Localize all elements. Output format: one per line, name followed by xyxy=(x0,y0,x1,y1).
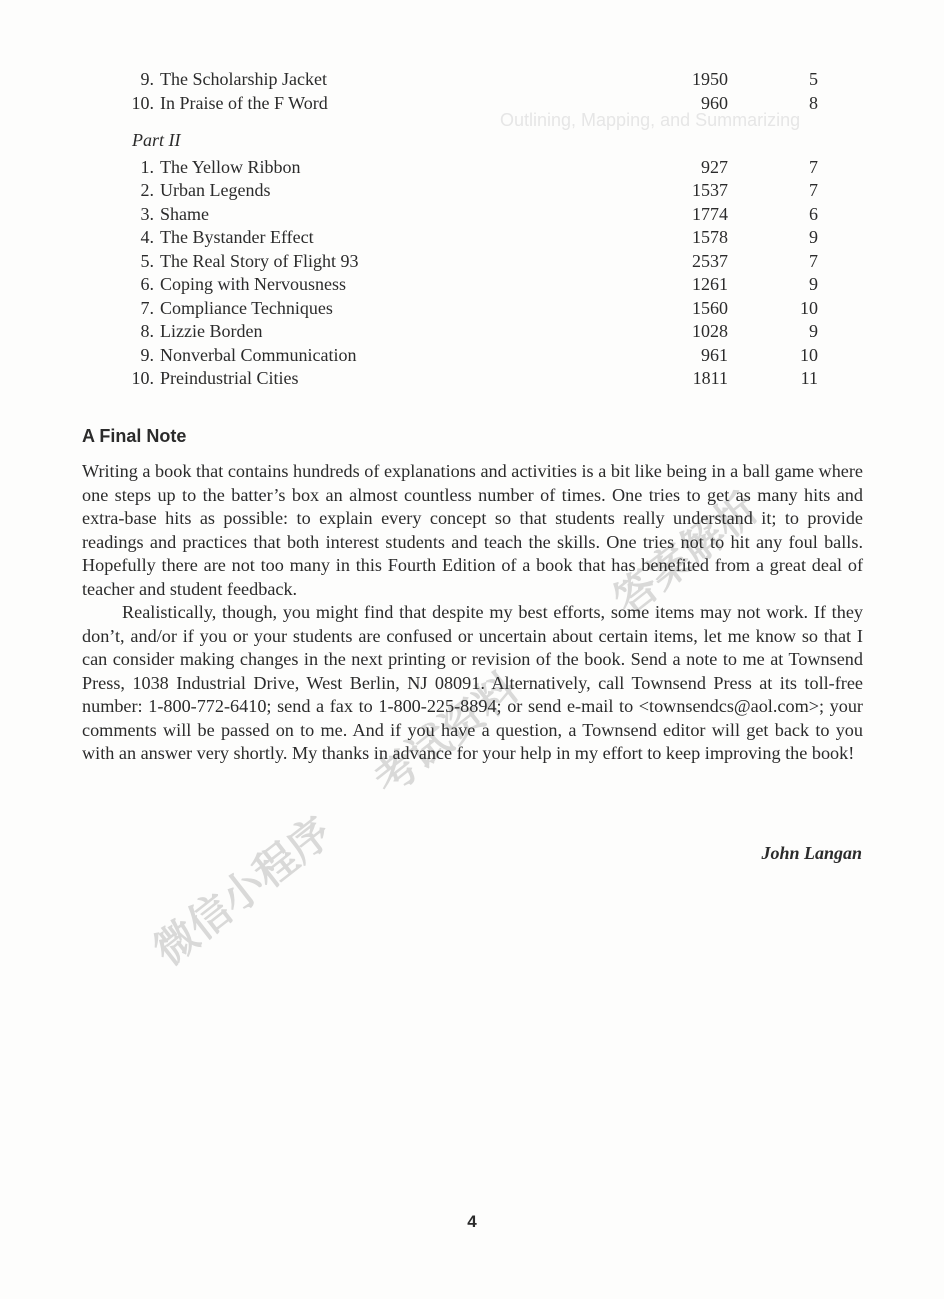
part2-list xyxy=(128,156,828,391)
word-count: 1774 xyxy=(692,203,728,224)
word-count: 1261 xyxy=(692,274,728,294)
paragraph: Writing a book that contains hundreds of explanations and activities is a bit like being in a ball game where one steps up to the batter’s box an almost countless number of times. One tries to get as many hits and extra-base hits as possible: to explain every concept so that students really understand it; to provide readings and practices that both interest students and teach the skills. One tries not to hit any foul balls. Hopefully there are not too many in this Fourth Edition of a book that has benefited from a great deal of teacher and student feedback. xyxy=(82,461,863,599)
table-row xyxy=(128,250,828,274)
reading-title: Compliance Techniques xyxy=(160,297,333,318)
reading-title: The Yellow Ribbon xyxy=(160,156,301,177)
word-count: 1028 xyxy=(692,321,728,341)
table-row xyxy=(128,297,828,321)
reading-title: Shame xyxy=(160,203,209,224)
word-count: 1950 xyxy=(692,69,728,89)
watermark-text-3: 答案解析 xyxy=(604,482,768,625)
reading-level: 7 xyxy=(809,156,818,177)
reading-title: In Praise of the F Word xyxy=(160,92,328,113)
reading-number: 8. xyxy=(140,321,154,341)
table-row xyxy=(128,344,828,368)
reading-level: 7 xyxy=(809,180,818,200)
word-count: 2537 xyxy=(692,250,728,271)
word-count: 1811 xyxy=(692,368,728,388)
word-count: 1578 xyxy=(692,227,728,247)
reading-title: Preindustrial Cities xyxy=(160,368,299,388)
table-row xyxy=(128,273,828,297)
table-row xyxy=(128,156,828,180)
reading-number: 4. xyxy=(140,227,154,247)
watermark-text-2: 考试资料 xyxy=(364,662,528,805)
reading-title: The Real Story of Flight 93 xyxy=(160,250,359,271)
reading-level: 8 xyxy=(809,92,818,113)
reading-level: 5 xyxy=(809,69,818,89)
reading-number: 9. xyxy=(140,344,154,365)
reading-number: 2. xyxy=(140,180,154,200)
table-row xyxy=(128,203,828,227)
section-heading: A Final Note xyxy=(82,426,187,446)
word-count: 961 xyxy=(701,344,728,365)
reading-number: 9. xyxy=(140,69,154,89)
reading-number: 10. xyxy=(131,368,154,388)
watermark-text-1: 微信小程序 xyxy=(144,807,341,975)
reading-level: 6 xyxy=(809,203,818,224)
reading-title: Urban Legends xyxy=(160,180,271,200)
reading-number: 10. xyxy=(131,92,154,113)
reading-level: 9 xyxy=(809,321,818,341)
table-row xyxy=(128,367,828,391)
table-row xyxy=(128,226,828,250)
reading-number: 7. xyxy=(140,297,154,318)
reading-title: Coping with Nervousness xyxy=(160,274,346,294)
bleed-through-header: Outlining, Mapping, and Summarizing xyxy=(500,110,801,130)
reading-level: 9 xyxy=(809,227,818,247)
reading-level: 11 xyxy=(800,368,818,388)
table-row xyxy=(128,320,828,344)
author-signature: John Langan xyxy=(761,843,862,863)
part1-list xyxy=(128,68,828,115)
reading-title: The Scholarship Jacket xyxy=(160,69,327,89)
part-heading: Part II xyxy=(132,130,181,150)
paragraph: Realistically, though, you might find that despite my best efforts, some items may not work. If they don’t, and/or if you or your students are confused or uncertain about certain items, let me know so that I can consider making changes in the next printing or revision of the book. Send a note to me at Townsend Press, 1038 Industrial Drive, West Berlin, NJ 08091. Alternatively, call Townsend Press at its toll-free number: 1-800-772-6410; send a fax to 1-800-225-8894; or send e-mail to <townsendcs@aol.com>; your comments will be passed on to me. And if you have a question, a Townsend editor will get back to you with an answer very shortly. My thanks in advance for your help in my effort to keep improving the book! xyxy=(82,602,863,763)
reading-number: 6. xyxy=(140,274,154,294)
reading-number: 3. xyxy=(140,203,154,224)
reading-level: 10 xyxy=(800,344,818,365)
table-row xyxy=(128,68,828,92)
final-note-body xyxy=(82,460,863,766)
reading-number: 1. xyxy=(140,156,154,177)
reading-level: 10 xyxy=(800,297,818,318)
word-count: 927 xyxy=(701,156,728,177)
reading-level: 7 xyxy=(809,250,818,271)
reading-title: Lizzie Borden xyxy=(160,321,263,341)
page-number: 4 xyxy=(467,1212,477,1231)
word-count: 1537 xyxy=(692,180,728,200)
table-row xyxy=(128,179,828,203)
word-count: 1560 xyxy=(692,297,728,318)
reading-title: Nonverbal Communication xyxy=(160,344,357,365)
table-row xyxy=(128,92,828,116)
readings-table xyxy=(128,68,828,391)
reading-number: 5. xyxy=(140,250,154,271)
word-count: 960 xyxy=(701,92,728,113)
reading-level: 9 xyxy=(809,274,818,294)
reading-title: The Bystander Effect xyxy=(160,227,314,247)
